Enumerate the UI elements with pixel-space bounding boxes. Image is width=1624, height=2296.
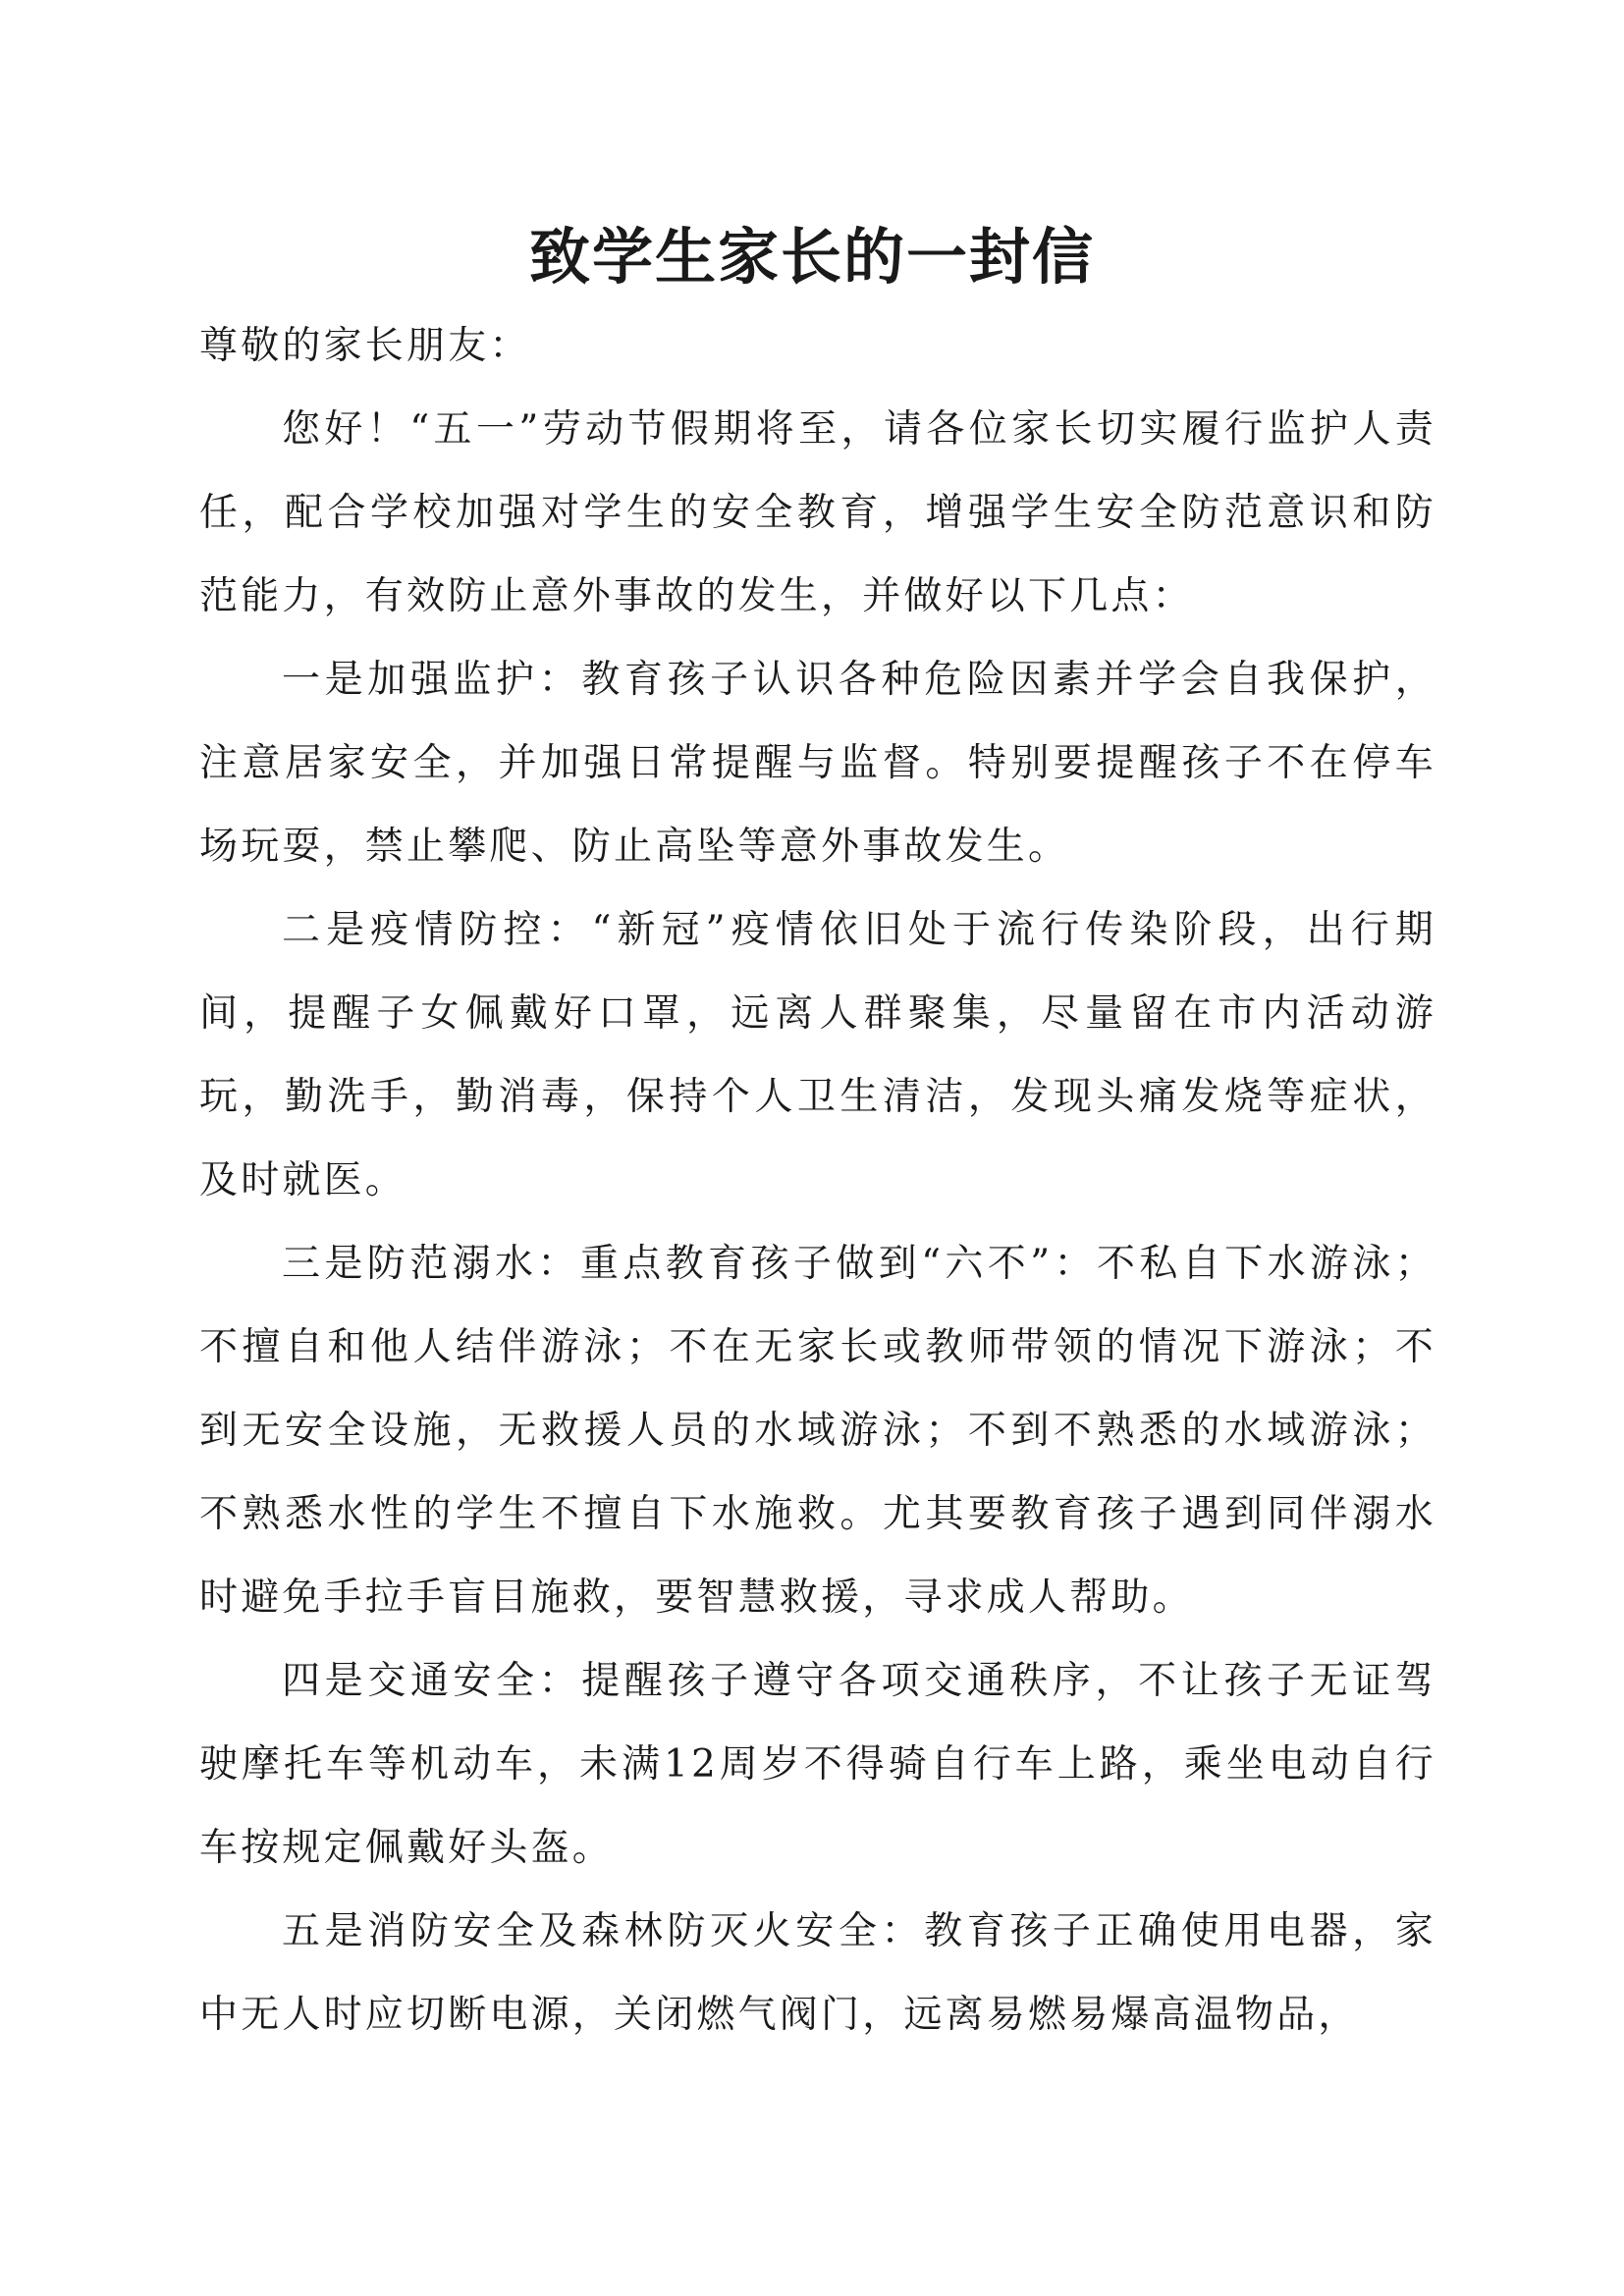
- paragraph-supervision: 一是加强监护：教育孩子认识各种危险因素并学会自我保护，注意居家安全，并加强日常提醒与监督。特别要提醒孩子不在停车场玩耍，禁止攀爬、防止高坠等意外事故发生。: [199, 658, 1436, 869]
- letter-salutation: 尊敬的家长朋友：: [199, 324, 531, 368]
- paragraph-fire-safety: 五是消防安全及森林防灭火安全：教育孩子正确使用电器，家中无人时应切断电源，关闭燃气阀门，远离易燃易爆高温物品，: [199, 1909, 1436, 2037]
- paragraph-drowning-prevention: 三是防范溺水：重点教育孩子做到“六不”：不私自下水游泳；不擅自和他人结伴游泳；不在无家长或教师带领的情况下游泳；不到无安全设施，无救援人员的水域游泳；不到不熟悉的水域游泳；不熟悉水性的学生不擅自下水施救。尤其要教育孩子遇到同伴溺水时避免手拉手盲目施救，要智慧救援，寻求成人帮助。: [199, 1242, 1436, 1620]
- paragraph-traffic-safety: 四是交通安全：提醒孩子遵守各项交通秩序，不让孩子无证驾驶摩托车等机动车，未满12周岁不得骑自行车上路，乘坐电动自行车按规定佩戴好头盔。: [199, 1659, 1436, 1870]
- letter-body: [199, 304, 1436, 2056]
- paragraph-greeting: 您好！“五一”劳动节假期将至，请各位家长切实履行监护人责任，配合学校加强对学生的安全教育，增强学生安全防范意识和防范能力，有效防止意外事故的发生，并做好以下几点：: [199, 407, 1436, 618]
- letter-title: 致学生家长的一封信: [528, 221, 1095, 293]
- paragraph-epidemic-control: 二是疫情防控：“新冠”疫情依旧处于流行传染阶段，出行期间，提醒子女佩戴好口罩，远离人群聚集，尽量留在市内活动游玩，勤洗手，勤消毒，保持个人卫生清洁，发现头痛发烧等症状，及时就医。: [199, 908, 1436, 1202]
